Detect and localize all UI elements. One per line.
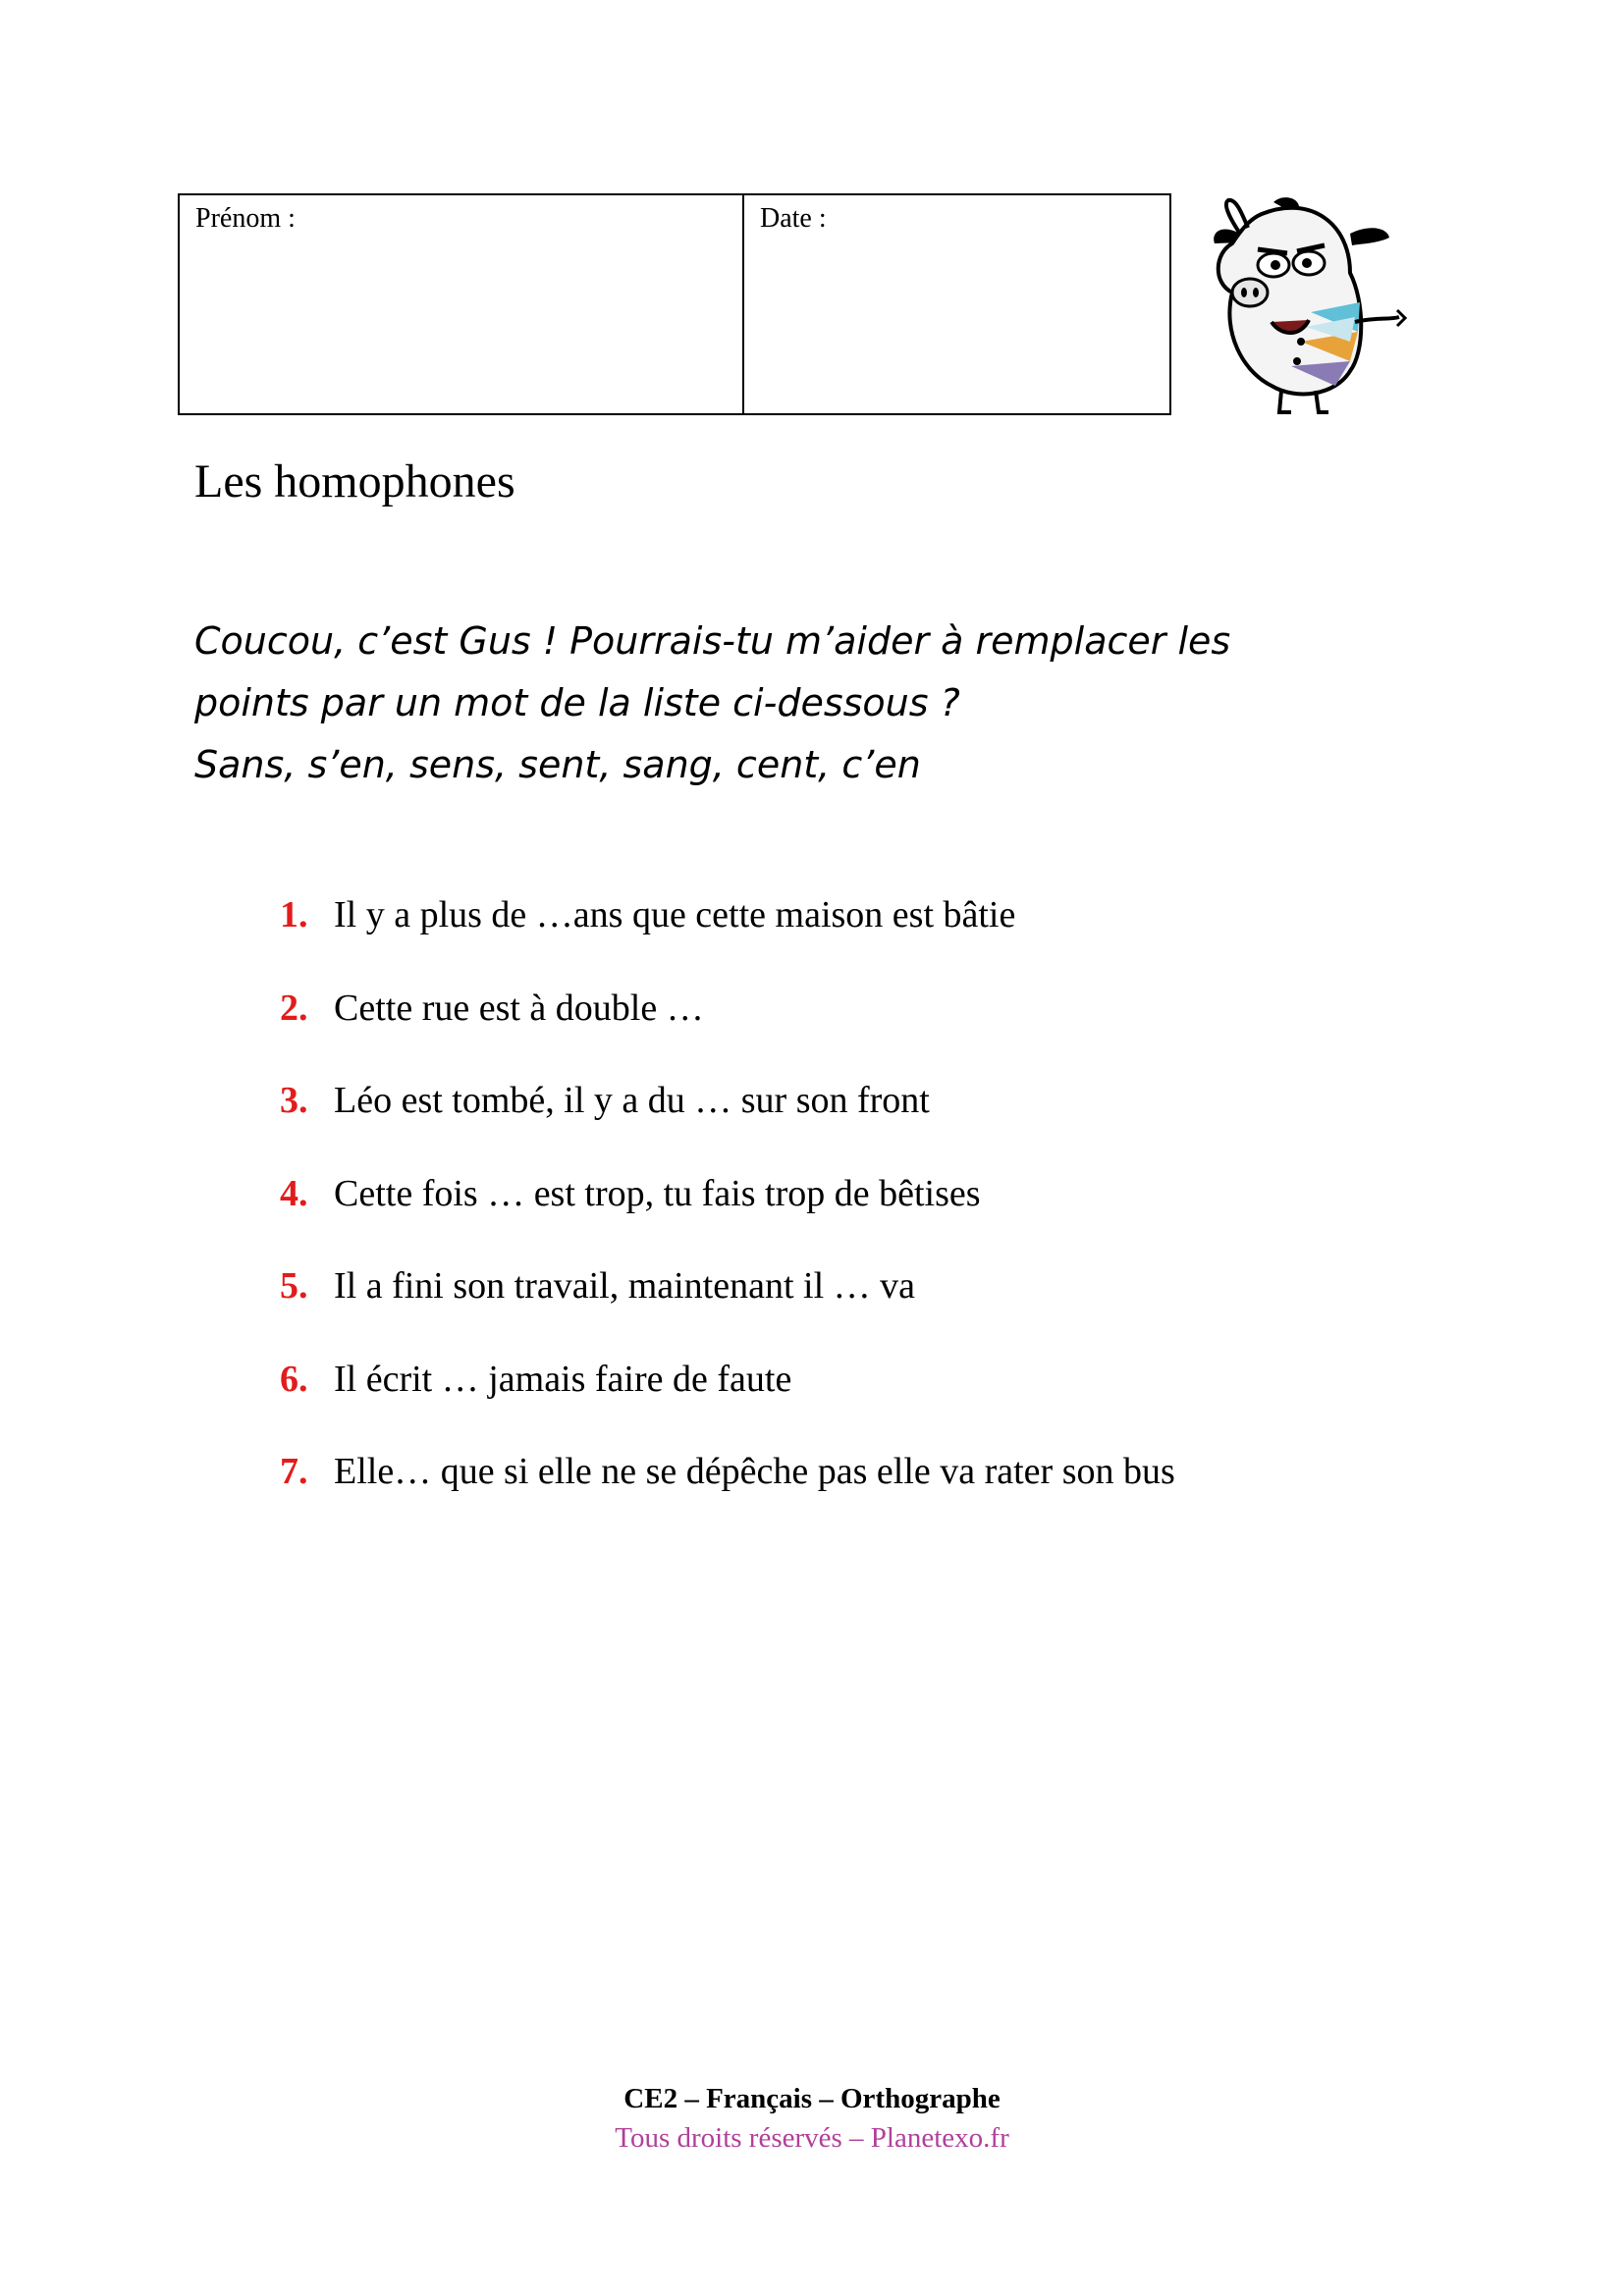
exercise-item — [280, 893, 1175, 987]
exercise-sentence: Il a fini son travail, maintenant il … va — [334, 1265, 916, 1307]
instructions — [194, 611, 1471, 796]
exercise-sentence: Il y a plus de …ans que cette maison est bâtie — [334, 894, 1016, 935]
exercise-number: 2. — [280, 987, 308, 1029]
page-title: Les homophones — [194, 455, 515, 507]
exercise-number: 7. — [280, 1451, 308, 1492]
exercise-sentence: Il écrit … jamais faire de faute — [334, 1358, 792, 1400]
exercise-item — [280, 1358, 1175, 1451]
exercise-item — [280, 987, 1175, 1080]
exercise-number: 3. — [280, 1080, 308, 1121]
date-label: Date : — [760, 203, 827, 234]
exercise-sentence: Cette fois … est trop, tu fais trop de bêtises — [334, 1172, 981, 1214]
sheep-mascot-gus-icon — [1203, 194, 1414, 418]
exercise-number: 4. — [280, 1172, 308, 1214]
date-field[interactable] — [744, 195, 1169, 413]
name-label: Prénom : — [195, 203, 296, 234]
copyright-link[interactable]: Tous droits réservés – Planetexo.fr — [615, 2122, 1009, 2154]
instruction-line-2: points par un mot de la liste ci-dessous ? — [194, 681, 960, 724]
student-info-table — [178, 193, 1171, 415]
exercise-sentence: Léo est tombé, il y a du … sur son front — [334, 1080, 930, 1121]
instruction-line-1: Coucou, c’est Gus ! Pourrais-tu m’aider à remplacer les — [194, 619, 1231, 663]
exercise-sentence: Cette rue est à double … — [334, 987, 704, 1029]
word-list: Sans, s’en, sens, sent, sang, cent, c’en — [194, 743, 921, 786]
exercise-item — [280, 1264, 1175, 1358]
exercise-item — [280, 1172, 1175, 1265]
exercise-number: 6. — [280, 1358, 308, 1400]
exercise-number: 5. — [280, 1265, 308, 1307]
exercise-item — [280, 1079, 1175, 1172]
exercise-sentence: Elle… que si elle ne se dépêche pas elle va rater son bus — [334, 1451, 1175, 1492]
exercise-list — [280, 893, 1175, 1543]
course-label: CE2 – Français – Orthographe — [623, 2083, 1001, 2114]
exercise-item — [280, 1450, 1175, 1543]
page-footer — [0, 2079, 1624, 2158]
exercise-number: 1. — [280, 894, 308, 935]
name-field[interactable] — [180, 195, 744, 413]
